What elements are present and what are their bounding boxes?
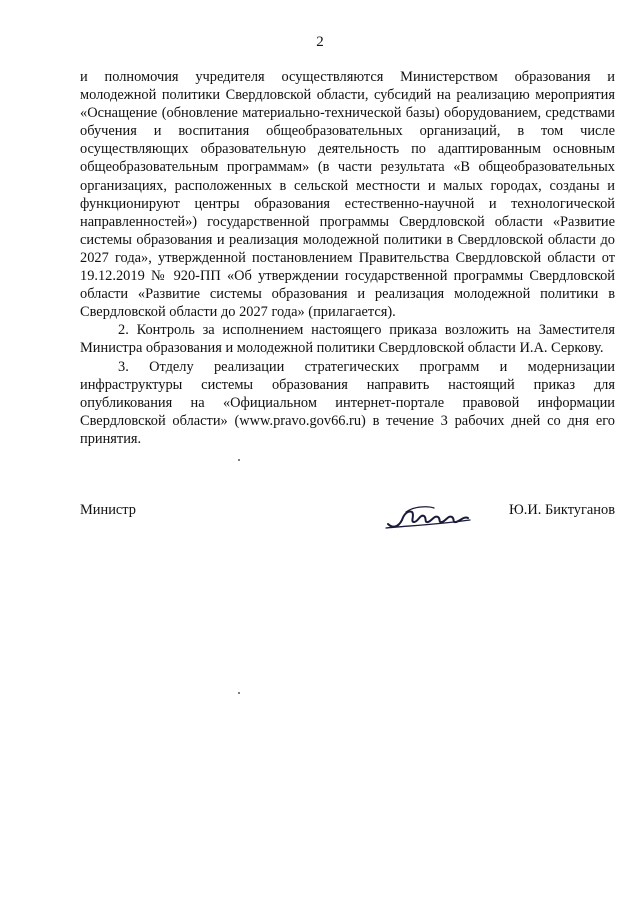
stray-mark — [238, 459, 240, 461]
paragraph-publication-clause: 3. Отделу реализации стратегических программ и модернизации инфраструктуры системы образования направить настоящий приказ для опубликования на «Официальном интернет-портале правовой информации Свердловской области» (www.pravo.gov66.ru) в течение 3 рабочих дней со дня его принятия. — [80, 358, 615, 447]
handwritten-signature-icon — [384, 498, 484, 534]
signer-position: Министр — [80, 502, 136, 518]
signer-name: Ю.И. Биктуганов — [508, 502, 615, 518]
paragraph-control-clause: 2. Контроль за исполнением настоящего приказа возложить на Заместителя Министра образования и молодежной политики Свердловской области И.А. Серкову. — [80, 322, 615, 357]
signature-block — [80, 502, 615, 542]
document-body — [80, 68, 615, 448]
paragraph-continuation: и полномочия учредителя осуществляются Министерством образования и молодежной политики Свердловской области, субсидий на реализацию мероприятия «Оснащение (обновление материально-технической базы) оборудованием, средствами обучения и воспитания общеобразовательных организаций, в том числе осуществляющих образовательную деятельность по адаптированным основным общеобразовательным программам» (в части результата «В общеобразовательных организациях, расположенных в сельской местности и малых городах, созданы и функционируют центры образования естественно-научной и технологической направленностей») государственной программы Свердловской области «Развитие системы образования и реализация молодежной политики в Свердловской области до 2027 года», утвержденной постановлением Правительства Свердловской области от 19.12.2019 № 920-ПП «Об утверждении государственной программы Свердловской области «Развитие системы образования и реализация молодежной политики в Свердловской области до 2027 года» (прилагается). — [80, 69, 615, 321]
stray-mark — [238, 692, 240, 694]
page-number: 2 — [316, 34, 324, 50]
